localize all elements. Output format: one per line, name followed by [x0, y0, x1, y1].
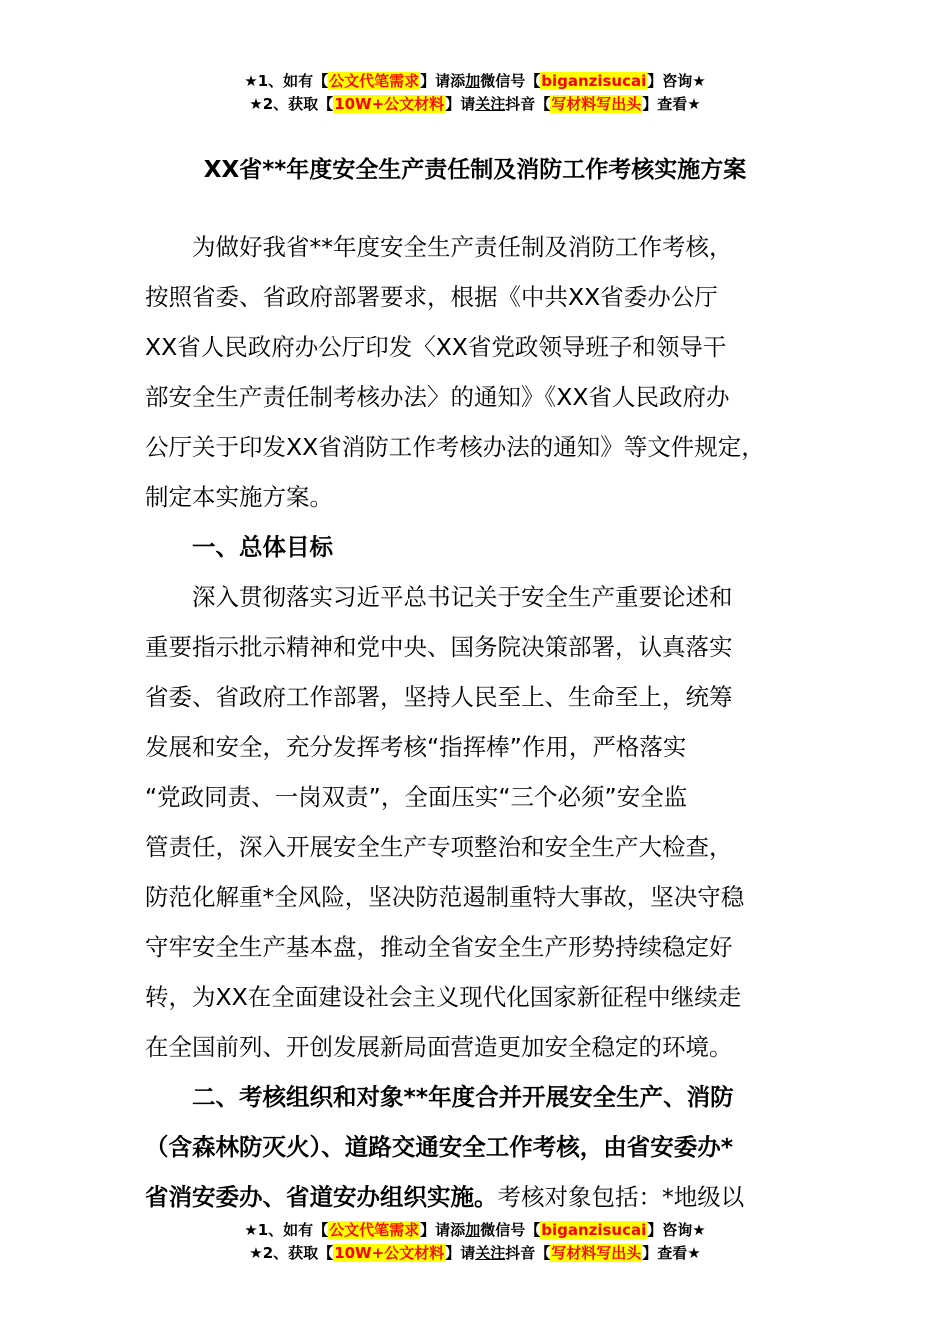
promo-text: 关注: [475, 1244, 506, 1262]
paragraph-line: 转，为XX在全面建设社会主义现代化国家新征程中继续走: [145, 983, 742, 1011]
promo-text: 】查看★: [642, 95, 701, 113]
paragraph-line: [145, 1172, 835, 1222]
promo-highlight: 写材料写出头: [551, 95, 642, 113]
section-heading: 二、考核组织和对象**年度合并开展安全生产、消防: [192, 1083, 734, 1111]
paragraph-line: 发展和安全，充分发挥考核“指挥棒”作用，严格落实: [145, 733, 687, 761]
promo-banner-top: [0, 70, 950, 116]
promo-line-1: [0, 70, 950, 93]
paragraph-line: 深入贯彻落实习近平总书记关于安全生产重要论述和: [192, 583, 733, 611]
promo-text: 微信号【: [480, 1221, 541, 1239]
promo-banner-bottom: [0, 1219, 950, 1265]
paragraph-line: 制定本实施方案。: [145, 483, 333, 511]
promo-text: 关注: [475, 95, 506, 113]
promo-text: ★2、获取【: [249, 1244, 334, 1262]
paragraph-line: 为做好我省**年度安全生产责任制及消防工作考核，: [192, 233, 733, 261]
paragraph-line: 管责任，深入开展安全生产专项整治和安全生产大检查，: [145, 833, 733, 861]
paragraph-line: 省委、省政府工作部署，坚持人民至上、生命至上，统筹: [145, 683, 733, 711]
promo-text: 】咨询★: [647, 72, 706, 90]
promo-text: 】请: [445, 95, 476, 113]
promo-text: 】请: [445, 1244, 476, 1262]
promo-text: 加: [465, 1221, 481, 1239]
promo-text: 】查看★: [642, 1244, 701, 1262]
promo-text: 】请添: [420, 72, 466, 90]
promo-line-2: [0, 93, 950, 116]
promo-highlight: 10W+公文材料: [334, 95, 445, 113]
paragraph-line: 在全国前列、开创发展新局面营造更加安全稳定的环境。: [145, 1033, 733, 1061]
promo-text: 微信号【: [480, 72, 541, 90]
promo-highlight: 写材料写出头: [551, 1244, 642, 1262]
promo-text: 】请添: [420, 1221, 466, 1239]
section-heading: 一、总体目标: [192, 533, 333, 561]
document-body: [145, 222, 835, 1222]
promo-text: ★1、如有【: [244, 1221, 329, 1239]
promo-highlight: biganzisucai: [541, 1221, 647, 1239]
promo-highlight: 公文代笔需求: [329, 72, 420, 90]
promo-text: 】咨询★: [647, 1221, 706, 1239]
bold-segment: 省消安委办、省道安办组织实施。: [145, 1183, 498, 1211]
promo-line-1: [0, 1219, 950, 1242]
paragraph-line: XX省人民政府办公厅印发〈XX省党政领导班子和领导干: [145, 333, 727, 361]
promo-text: 抖音【: [505, 1244, 551, 1262]
paragraph-line: 公厅关于印发XX省消防工作考核办法的通知》等文件规定，: [145, 433, 765, 461]
promo-highlight: 公文代笔需求: [329, 1221, 420, 1239]
paragraph-line: 按照省委、省政府部署要求，根据《中共XX省委办公厅: [145, 283, 718, 311]
regular-segment: 考核对象包括：*地级以: [497, 1183, 745, 1211]
paragraph-line: 守牢安全生产基本盘，推动全省安全生产形势持续稳定好: [145, 933, 733, 961]
paragraph-line: 部安全生产责任制考核办法〉的通知》《XX省人民政府办: [145, 383, 730, 411]
promo-highlight: 10W+公文材料: [334, 1244, 445, 1262]
promo-highlight: biganzisucai: [541, 72, 647, 90]
promo-line-2: [0, 1242, 950, 1265]
paragraph-line: “党政同责、一岗双责”，全面压实“三个必须”安全监: [145, 783, 688, 811]
paragraph-line: （含森林防灭火）、道路交通安全工作考核，由省安委办*: [145, 1133, 734, 1161]
document-title: XX省**年度安全生产责任制及消防工作考核实施方案: [203, 157, 747, 183]
paragraph-line: 重要指示批示精神和党中央、国务院决策部署，认真落实: [145, 633, 733, 661]
promo-text: 抖音【: [505, 95, 551, 113]
paragraph-line: 防范化解重*全风险，坚决防范遏制重特大事故，坚决守稳: [145, 883, 745, 911]
promo-text: 加: [465, 72, 481, 90]
promo-text: ★1、如有【: [244, 72, 329, 90]
promo-text: ★2、获取【: [249, 95, 334, 113]
